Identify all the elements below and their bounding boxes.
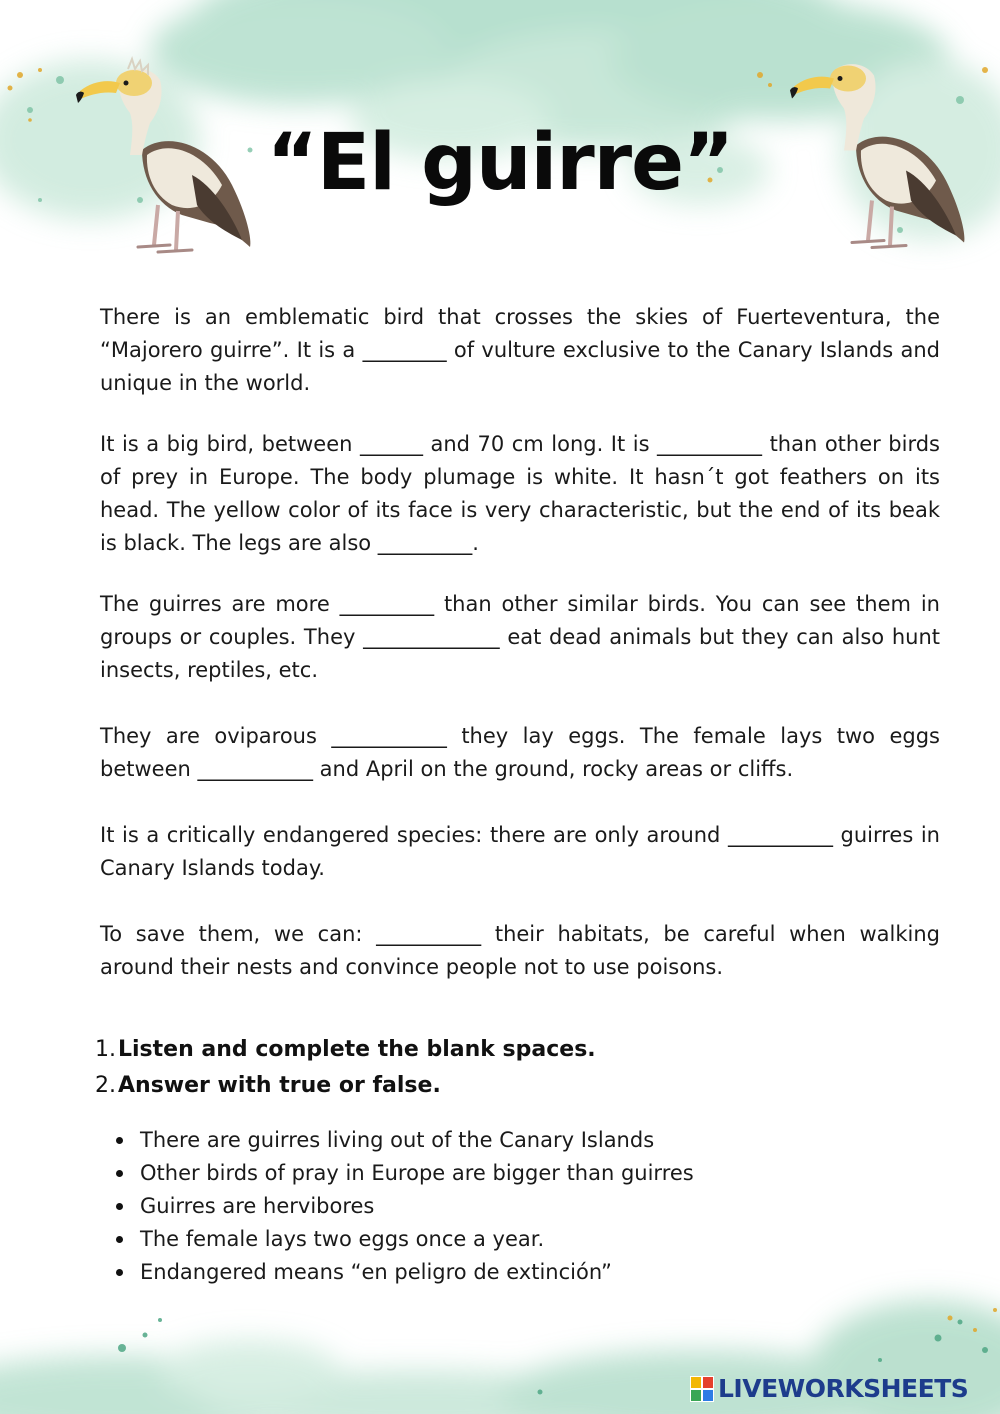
passage-paragraph-5: It is a critically endangered species: there are only around __________ guirres in Canary Islands today. — [100, 823, 940, 880]
statement-text: The female lays two eggs once a year. — [140, 1227, 545, 1251]
bullet-icon — [116, 1137, 123, 1144]
bullet-icon — [116, 1203, 123, 1210]
instruction-item — [90, 1068, 596, 1104]
passage-paragraph-6: To save them, we can: __________ their habitats, be careful when walking around their nests and convince people not to use poisons. — [100, 922, 940, 979]
statement-text: There are guirres living out of the Canary Islands — [140, 1128, 655, 1152]
bullet-icon — [116, 1269, 123, 1276]
statement-item — [116, 1256, 694, 1289]
true-false-statements — [116, 1124, 694, 1289]
instruction-number: 2. — [95, 1073, 116, 1098]
passage-paragraph-3: The guirres are more _________ than other similar birds. You can see them in groups or couples. They _____________ eat dead animals but they can also hunt insects, reptiles, etc. — [100, 592, 940, 682]
statement-text: Other birds of pray in Europe are bigger than guirres — [140, 1161, 694, 1185]
bullet-icon — [116, 1170, 123, 1177]
instruction-item — [90, 1032, 596, 1068]
passage-paragraph-2: It is a big bird, between ______ and 70 cm long. It is __________ than other birds of prey in Europe. The body plumage is white. It hasn´t got feathers on its head. The yellow color of its face is very characteristic, but the end of its beak is black. The legs are also _________. — [100, 432, 940, 555]
instructions-list — [90, 1032, 596, 1104]
liveworksheets-logo[interactable] — [690, 1374, 968, 1403]
statement-item — [116, 1124, 694, 1157]
page-title: “El guirre” — [266, 118, 734, 208]
passage-paragraph-1: There is an emblematic bird that crosses the skies of Fuerteventura, the “Majorero guirre”. It is a ________ of vulture exclusive to the Canary Islands and unique in the world. — [100, 305, 940, 395]
passage-paragraph-4: They are oviparous ___________ they lay eggs. The female lays two eggs between ___________ and April on the ground, rocky areas or cliffs. — [100, 724, 940, 781]
reading-passage — [100, 301, 940, 984]
statement-item — [116, 1190, 694, 1223]
liveworksheets-icon — [690, 1376, 714, 1402]
statement-text: Endangered means “en peligro de extinción” — [140, 1260, 612, 1284]
statement-item — [116, 1223, 694, 1256]
instruction-number: 1. — [95, 1037, 116, 1062]
instruction-text: Listen and complete the blank spaces. — [118, 1037, 596, 1062]
instruction-text: Answer with true or false. — [118, 1073, 441, 1098]
statement-text: Guirres are hervibores — [140, 1194, 375, 1218]
statement-item — [116, 1157, 694, 1190]
liveworksheets-wordmark: LIVEWORKSHEETS — [718, 1374, 969, 1403]
bullet-icon — [116, 1236, 123, 1243]
